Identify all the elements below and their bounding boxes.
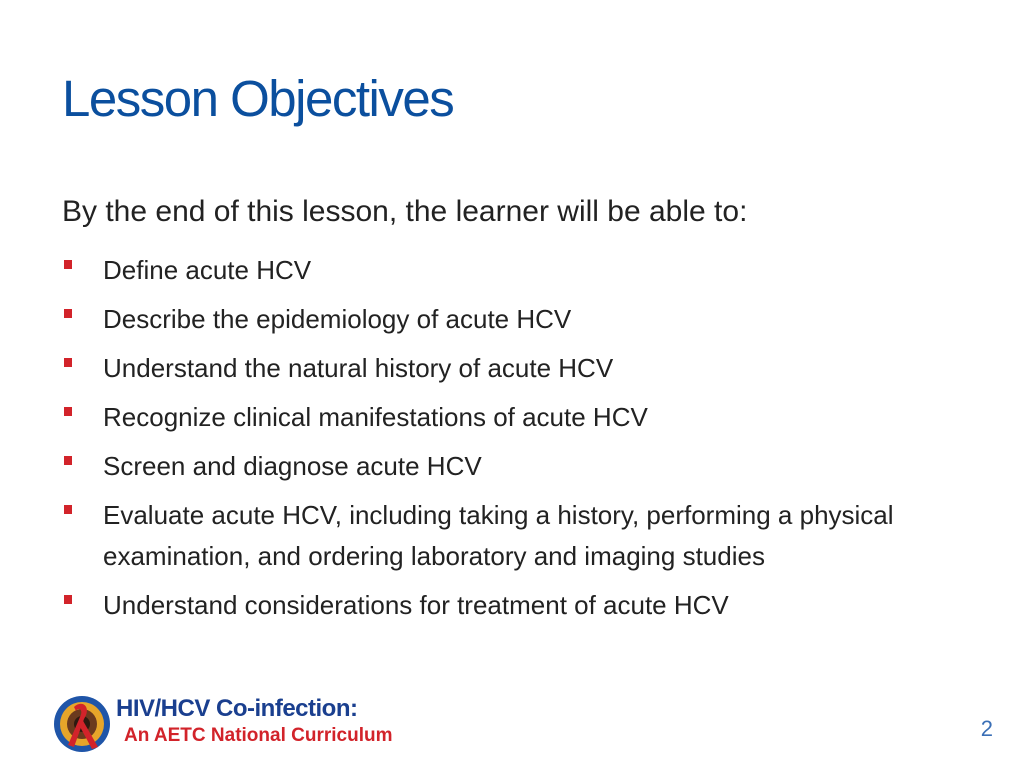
list-item-text: Evaluate acute HCV, including taking a history, performing a physical examination, and ordering laboratory and imaging studies — [103, 500, 894, 571]
square-bullet-icon — [64, 407, 72, 416]
logo-line-2: An AETC National Curriculum — [124, 725, 393, 746]
list-item — [62, 397, 962, 438]
list-item-text: Understand the natural history of acute HCV — [103, 353, 614, 383]
square-bullet-icon — [64, 456, 72, 465]
list-item — [62, 446, 962, 487]
list-item — [62, 495, 962, 577]
list-item-text: Understand considerations for treatment of acute HCV — [103, 590, 729, 620]
list-item — [62, 585, 962, 626]
curriculum-logo — [52, 693, 393, 755]
aetc-emblem-icon — [52, 693, 116, 755]
list-item-text: Describe the epidemiology of acute HCV — [103, 304, 572, 334]
logo-line-1: HIV/HCV Co-infection: — [116, 695, 358, 722]
square-bullet-icon — [64, 595, 72, 604]
slide-title: Lesson Objectives — [62, 70, 454, 127]
list-item — [62, 348, 962, 389]
list-item-text: Recognize clinical manifestations of acute HCV — [103, 402, 648, 432]
slide-intro: By the end of this lesson, the learner will be able to: — [62, 195, 748, 228]
list-item — [62, 299, 962, 340]
page-number: 2 — [980, 716, 993, 741]
square-bullet-icon — [64, 309, 72, 318]
objectives-list — [62, 250, 962, 634]
list-item-text: Screen and diagnose acute HCV — [103, 451, 482, 481]
list-item-text: Define acute HCV — [103, 255, 312, 285]
square-bullet-icon — [64, 358, 72, 367]
square-bullet-icon — [64, 505, 72, 514]
square-bullet-icon — [64, 260, 72, 269]
list-item — [62, 250, 962, 291]
